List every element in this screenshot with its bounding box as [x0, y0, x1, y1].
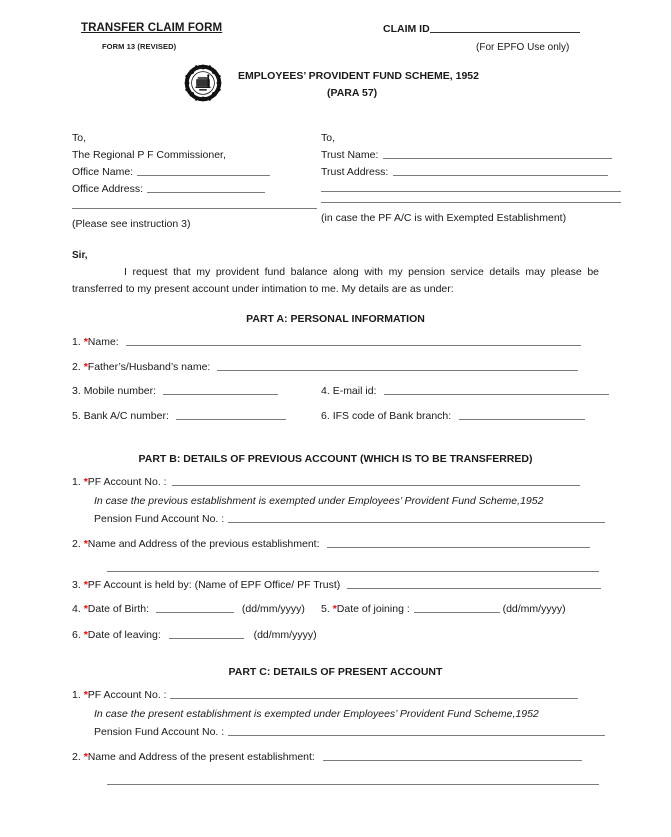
- field-present-pension-label: Pension Fund Account No. :: [94, 726, 225, 738]
- field-dob-format: (dd/mm/yyyy): [241, 603, 305, 615]
- prev-exempt-note: In case the previous establishment is exempted under Employees’ Provident Fund Scheme,1952: [94, 495, 544, 507]
- trust-name-label: Trust Name:: [321, 149, 379, 161]
- office-address-field[interactable]: [72, 181, 317, 198]
- field-present-estab-blank-line2[interactable]: [107, 784, 599, 785]
- field-dol-format: (dd/mm/yyyy): [253, 629, 317, 641]
- office-name-blank[interactable]: [137, 165, 270, 176]
- required-asterisk: *: [83, 629, 88, 641]
- field-father-number: 2.: [72, 361, 81, 373]
- trust-name-field[interactable]: [321, 147, 621, 164]
- required-asterisk: *: [83, 336, 88, 348]
- form-sheet: [72, 22, 599, 785]
- part-b-heading: PART B: DETAILS OF PREVIOUS ACCOUNT (WHICH IS TO BE TRANSFERRED): [138, 453, 533, 465]
- scheme-block: [72, 64, 599, 116]
- field-date-of-birth[interactable]: [72, 602, 305, 615]
- field-mobile-number-index: 3.: [72, 385, 81, 397]
- trust-address-blank[interactable]: [393, 165, 608, 176]
- field-father-husband-name[interactable]: [72, 359, 599, 375]
- field-prev-pf-blank[interactable]: [172, 475, 580, 486]
- epfo-use-note: (For EPFO Use only): [476, 42, 570, 53]
- field-present-estab-blank[interactable]: [323, 750, 582, 761]
- part-c-heading: PART C: DETAILS OF PRESENT ACCOUNT: [228, 666, 443, 678]
- trust-address-blank-line3[interactable]: [321, 202, 621, 203]
- field-prev-pension-blank[interactable]: [228, 512, 605, 523]
- office-name-label: Office Name:: [72, 166, 134, 178]
- field-date-of-joining[interactable]: [321, 602, 566, 615]
- office-address-blank[interactable]: [147, 182, 265, 193]
- field-ifs-index: 6.: [321, 410, 330, 422]
- scheme-title-line2: (PARA 57): [327, 87, 378, 99]
- field-prev-pension-account[interactable]: [94, 511, 599, 527]
- office-name-field[interactable]: [72, 164, 317, 181]
- required-asterisk: *: [83, 579, 88, 591]
- field-doj-number: 5.: [321, 603, 330, 615]
- trust-address-label: Trust Address:: [321, 166, 389, 178]
- instruction-note-left: (Please see instruction 3): [72, 218, 191, 230]
- to-label-right: To,: [321, 132, 336, 144]
- field-present-estab-number: 2.: [72, 751, 81, 763]
- field-date-of-leaving[interactable]: [72, 627, 599, 643]
- field-present-pf-account[interactable]: [72, 687, 599, 703]
- page-title: TRANSFER CLAIM FORM: [81, 22, 223, 34]
- instruction-note-right: (in case the PF A/C is with Exempted Establishment): [321, 212, 567, 224]
- field-prev-estab-label: Name and Address of the previous establishment:: [87, 538, 320, 550]
- to-label-left: To,: [72, 132, 87, 144]
- field-prev-estab-blank-line2[interactable]: [107, 571, 599, 572]
- field-held-by-number: 3.: [72, 579, 81, 591]
- field-present-pension-blank[interactable]: [228, 725, 605, 736]
- claim-id-label: CLAIM ID: [383, 23, 430, 35]
- field-held-by-label: PF Account is held by: (Name of EPF Office/ PF Trust): [87, 579, 341, 591]
- addressee-left-column: [72, 130, 317, 230]
- field-prev-estab-blank[interactable]: [327, 537, 590, 548]
- required-asterisk: *: [83, 689, 88, 701]
- field-name[interactable]: [72, 334, 599, 350]
- field-ifs-code[interactable]: [321, 409, 585, 422]
- field-dol-label: Date of leaving:: [87, 629, 161, 641]
- field-present-pension-account[interactable]: [94, 724, 599, 740]
- field-prev-estab-number: 2.: [72, 538, 81, 550]
- field-name-label: Name:: [87, 336, 119, 348]
- field-dob-number: 4.: [72, 603, 81, 615]
- field-prev-pf-number: 1.: [72, 476, 81, 488]
- claim-id-field[interactable]: [383, 23, 580, 35]
- field-bank-ac-number[interactable]: [72, 409, 286, 422]
- field-dol-number: 6.: [72, 629, 81, 641]
- addressee-right-column: [321, 130, 621, 224]
- required-asterisk: *: [83, 538, 88, 550]
- field-ifs-label: IFS code of Bank branch:: [332, 410, 452, 422]
- trust-name-blank[interactable]: [383, 148, 612, 159]
- field-prev-pf-held-by[interactable]: [72, 577, 599, 593]
- field-email-label: E-mail id:: [332, 385, 377, 397]
- field-doj-label: Date of joining :: [336, 603, 410, 615]
- field-present-pf-number: 1.: [72, 689, 81, 701]
- field-bank-ac-index: 5.: [72, 410, 81, 422]
- required-asterisk: *: [332, 603, 337, 615]
- salutation: Sir,: [72, 250, 88, 261]
- field-held-by-blank[interactable]: [347, 578, 601, 589]
- request-paragraph: I request that my provident fund balance along with my pension service details may please be transferred to my present account under intimation to me. My details are as under:: [72, 266, 599, 295]
- field-doj-format: (dd/mm/yyyy): [502, 603, 566, 615]
- field-father-blank[interactable]: [217, 360, 578, 371]
- scheme-title-line1: EMPLOYEES’ PROVIDENT FUND SCHEME, 1952: [238, 70, 479, 82]
- field-present-establishment[interactable]: [72, 749, 599, 765]
- trust-address-blank-line2[interactable]: [321, 191, 621, 192]
- field-mobile-number[interactable]: [72, 384, 278, 397]
- field-name-number: 1.: [72, 336, 81, 348]
- office-address-blank-line2[interactable]: [72, 208, 317, 209]
- required-asterisk: *: [83, 751, 88, 763]
- field-email-id[interactable]: [321, 384, 609, 397]
- field-mobile-label: Mobile number:: [83, 385, 157, 397]
- field-bank-ac-label: Bank A/C number:: [83, 410, 169, 422]
- row-mobile-email: [72, 384, 599, 400]
- field-prev-pension-label: Pension Fund Account No. :: [94, 513, 225, 525]
- regional-commissioner-line: The Regional P F Commissioner,: [72, 149, 226, 161]
- field-name-blank[interactable]: [126, 335, 581, 346]
- row-bank-ifs: [72, 409, 599, 425]
- field-doj-blank[interactable]: [414, 602, 500, 613]
- field-bank-ac-blank[interactable]: [176, 409, 286, 420]
- field-prev-pf-account[interactable]: [72, 474, 599, 490]
- field-dob-blank[interactable]: [156, 602, 234, 613]
- field-present-pf-label: PF Account No. :: [87, 689, 167, 701]
- required-asterisk: *: [83, 603, 88, 615]
- field-prev-pf-label: PF Account No. :: [87, 476, 167, 488]
- required-asterisk: *: [83, 361, 88, 373]
- field-ifs-blank[interactable]: [459, 409, 585, 420]
- field-father-label: Father’s/Husband’s name:: [87, 361, 211, 373]
- field-mobile-blank[interactable]: [163, 384, 278, 395]
- field-dol-blank[interactable]: [169, 628, 244, 639]
- field-present-estab-label: Name and Address of the present establishment:: [87, 751, 315, 763]
- addressee-block: [72, 130, 599, 238]
- required-asterisk: *: [83, 476, 88, 488]
- epfo-emblem-icon: [184, 64, 222, 102]
- part-a-heading: PART A: PERSONAL INFORMATION: [246, 313, 425, 325]
- present-exempt-note: In case the present establishment is exempted under Employees’ Provident Fund Scheme,1952: [94, 708, 539, 720]
- form-number-label: FORM 13 (REVISED): [102, 42, 177, 51]
- trust-address-field[interactable]: [321, 164, 621, 181]
- claim-id-blank[interactable]: [430, 32, 580, 33]
- form-header: [72, 22, 599, 58]
- field-email-index: 4.: [321, 385, 330, 397]
- field-dob-label: Date of Birth:: [87, 603, 150, 615]
- office-address-label: Office Address:: [72, 183, 144, 195]
- field-prev-establishment[interactable]: [72, 536, 599, 552]
- row-dob-doj: [72, 602, 599, 618]
- field-present-pf-blank[interactable]: [170, 688, 578, 699]
- field-email-blank[interactable]: [384, 384, 609, 395]
